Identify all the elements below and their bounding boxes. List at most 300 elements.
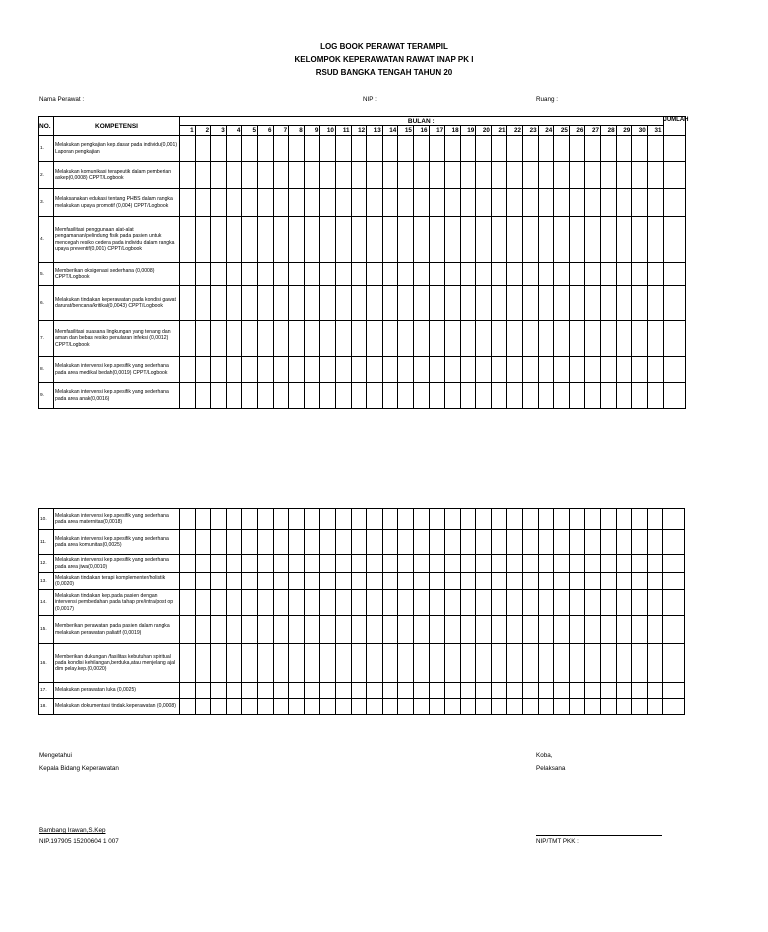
- day-entry-cell[interactable]: [491, 555, 507, 573]
- day-entry-cell[interactable]: [476, 189, 492, 217]
- day-entry-cell[interactable]: [180, 217, 196, 263]
- day-entry-cell[interactable]: [647, 189, 663, 217]
- day-entry-cell[interactable]: [195, 509, 211, 530]
- day-entry-cell[interactable]: [304, 573, 320, 590]
- day-entry-cell[interactable]: [351, 357, 367, 383]
- day-entry-cell[interactable]: [538, 286, 554, 321]
- day-entry-cell[interactable]: [507, 590, 523, 616]
- day-entry-cell[interactable]: [601, 217, 617, 263]
- day-entry-cell[interactable]: [242, 530, 258, 555]
- day-entry-cell[interactable]: [476, 573, 492, 590]
- day-entry-cell[interactable]: [569, 321, 585, 357]
- day-entry-cell[interactable]: [632, 683, 648, 699]
- day-entry-cell[interactable]: [367, 263, 383, 286]
- day-entry-cell[interactable]: [257, 321, 273, 357]
- day-entry-cell[interactable]: [585, 321, 601, 357]
- day-entry-cell[interactable]: [460, 555, 476, 573]
- day-entry-cell[interactable]: [460, 189, 476, 217]
- day-entry-cell[interactable]: [367, 530, 383, 555]
- day-entry-cell[interactable]: [226, 321, 242, 357]
- day-entry-cell[interactable]: [585, 699, 601, 715]
- day-entry-cell[interactable]: [320, 263, 336, 286]
- day-entry-cell[interactable]: [429, 644, 445, 683]
- day-entry-cell[interactable]: [507, 357, 523, 383]
- day-entry-cell[interactable]: [445, 530, 461, 555]
- day-entry-cell[interactable]: [507, 555, 523, 573]
- day-entry-cell[interactable]: [429, 573, 445, 590]
- day-entry-cell[interactable]: [491, 509, 507, 530]
- day-entry-cell[interactable]: [382, 573, 398, 590]
- day-entry-cell[interactable]: [382, 286, 398, 321]
- day-entry-cell[interactable]: [413, 136, 429, 162]
- day-entry-cell[interactable]: [320, 644, 336, 683]
- day-entry-cell[interactable]: [226, 555, 242, 573]
- day-entry-cell[interactable]: [382, 263, 398, 286]
- day-entry-cell[interactable]: [538, 699, 554, 715]
- day-entry-cell[interactable]: [554, 383, 570, 409]
- day-entry-cell[interactable]: [257, 555, 273, 573]
- day-entry-cell[interactable]: [304, 590, 320, 616]
- day-entry-cell[interactable]: [569, 217, 585, 263]
- day-entry-cell[interactable]: [304, 189, 320, 217]
- day-entry-cell[interactable]: [320, 699, 336, 715]
- day-entry-cell[interactable]: [585, 217, 601, 263]
- day-entry-cell[interactable]: [429, 509, 445, 530]
- day-entry-cell[interactable]: [476, 162, 492, 189]
- day-entry-cell[interactable]: [320, 383, 336, 409]
- day-entry-cell[interactable]: [398, 590, 414, 616]
- day-entry-cell[interactable]: [242, 644, 258, 683]
- day-entry-cell[interactable]: [476, 683, 492, 699]
- day-entry-cell[interactable]: [257, 383, 273, 409]
- day-entry-cell[interactable]: [289, 263, 305, 286]
- day-entry-cell[interactable]: [647, 263, 663, 286]
- day-entry-cell[interactable]: [273, 383, 289, 409]
- day-entry-cell[interactable]: [226, 530, 242, 555]
- day-entry-cell[interactable]: [429, 530, 445, 555]
- day-entry-cell[interactable]: [257, 286, 273, 321]
- day-entry-cell[interactable]: [335, 683, 351, 699]
- day-entry-cell[interactable]: [647, 162, 663, 189]
- day-entry-cell[interactable]: [554, 530, 570, 555]
- day-entry-cell[interactable]: [367, 683, 383, 699]
- day-entry-cell[interactable]: [523, 573, 539, 590]
- day-entry-cell[interactable]: [538, 644, 554, 683]
- day-entry-cell[interactable]: [523, 683, 539, 699]
- day-entry-cell[interactable]: [476, 286, 492, 321]
- day-entry-cell[interactable]: [382, 530, 398, 555]
- day-entry-cell[interactable]: [554, 555, 570, 573]
- day-entry-cell[interactable]: [507, 162, 523, 189]
- jumlah-cell[interactable]: [663, 509, 685, 530]
- day-entry-cell[interactable]: [429, 136, 445, 162]
- day-entry-cell[interactable]: [507, 189, 523, 217]
- day-entry-cell[interactable]: [413, 683, 429, 699]
- day-entry-cell[interactable]: [632, 321, 648, 357]
- day-entry-cell[interactable]: [335, 321, 351, 357]
- day-entry-cell[interactable]: [616, 263, 632, 286]
- day-entry-cell[interactable]: [601, 616, 617, 644]
- day-entry-cell[interactable]: [554, 683, 570, 699]
- day-entry-cell[interactable]: [429, 699, 445, 715]
- day-entry-cell[interactable]: [351, 286, 367, 321]
- day-entry-cell[interactable]: [211, 555, 227, 573]
- day-entry-cell[interactable]: [320, 189, 336, 217]
- day-entry-cell[interactable]: [289, 530, 305, 555]
- day-entry-cell[interactable]: [351, 509, 367, 530]
- day-entry-cell[interactable]: [289, 357, 305, 383]
- day-entry-cell[interactable]: [523, 590, 539, 616]
- day-entry-cell[interactable]: [242, 357, 258, 383]
- day-entry-cell[interactable]: [429, 555, 445, 573]
- day-entry-cell[interactable]: [226, 189, 242, 217]
- day-entry-cell[interactable]: [554, 162, 570, 189]
- day-entry-cell[interactable]: [507, 644, 523, 683]
- day-entry-cell[interactable]: [647, 509, 663, 530]
- day-entry-cell[interactable]: [554, 136, 570, 162]
- day-entry-cell[interactable]: [647, 530, 663, 555]
- jumlah-cell[interactable]: [663, 573, 685, 590]
- jumlah-cell[interactable]: [663, 530, 685, 555]
- day-entry-cell[interactable]: [211, 286, 227, 321]
- day-entry-cell[interactable]: [211, 263, 227, 286]
- day-entry-cell[interactable]: [569, 357, 585, 383]
- day-entry-cell[interactable]: [320, 683, 336, 699]
- day-entry-cell[interactable]: [211, 136, 227, 162]
- jumlah-cell[interactable]: [663, 644, 685, 683]
- day-entry-cell[interactable]: [398, 683, 414, 699]
- jumlah-cell[interactable]: [663, 616, 685, 644]
- day-entry-cell[interactable]: [491, 616, 507, 644]
- day-entry-cell[interactable]: [647, 383, 663, 409]
- day-entry-cell[interactable]: [445, 616, 461, 644]
- day-entry-cell[interactable]: [367, 286, 383, 321]
- day-entry-cell[interactable]: [226, 644, 242, 683]
- day-entry-cell[interactable]: [304, 357, 320, 383]
- day-entry-cell[interactable]: [398, 217, 414, 263]
- day-entry-cell[interactable]: [226, 162, 242, 189]
- day-entry-cell[interactable]: [382, 321, 398, 357]
- day-entry-cell[interactable]: [632, 136, 648, 162]
- day-entry-cell[interactable]: [289, 162, 305, 189]
- day-entry-cell[interactable]: [632, 616, 648, 644]
- day-entry-cell[interactable]: [195, 217, 211, 263]
- day-entry-cell[interactable]: [273, 136, 289, 162]
- day-entry-cell[interactable]: [304, 509, 320, 530]
- day-entry-cell[interactable]: [398, 699, 414, 715]
- day-entry-cell[interactable]: [211, 217, 227, 263]
- day-entry-cell[interactable]: [429, 321, 445, 357]
- jumlah-cell[interactable]: [663, 286, 685, 321]
- jumlah-cell[interactable]: [663, 683, 685, 699]
- day-entry-cell[interactable]: [398, 573, 414, 590]
- day-entry-cell[interactable]: [569, 616, 585, 644]
- day-entry-cell[interactable]: [273, 189, 289, 217]
- day-entry-cell[interactable]: [289, 321, 305, 357]
- day-entry-cell[interactable]: [180, 530, 196, 555]
- day-entry-cell[interactable]: [491, 590, 507, 616]
- day-entry-cell[interactable]: [257, 263, 273, 286]
- day-entry-cell[interactable]: [304, 383, 320, 409]
- day-entry-cell[interactable]: [273, 286, 289, 321]
- day-entry-cell[interactable]: [304, 162, 320, 189]
- day-entry-cell[interactable]: [460, 286, 476, 321]
- day-entry-cell[interactable]: [413, 616, 429, 644]
- day-entry-cell[interactable]: [632, 263, 648, 286]
- day-entry-cell[interactable]: [538, 590, 554, 616]
- day-entry-cell[interactable]: [367, 509, 383, 530]
- day-entry-cell[interactable]: [382, 699, 398, 715]
- day-entry-cell[interactable]: [616, 383, 632, 409]
- day-entry-cell[interactable]: [476, 644, 492, 683]
- day-entry-cell[interactable]: [242, 286, 258, 321]
- day-entry-cell[interactable]: [304, 616, 320, 644]
- day-entry-cell[interactable]: [180, 644, 196, 683]
- day-entry-cell[interactable]: [226, 683, 242, 699]
- day-entry-cell[interactable]: [273, 357, 289, 383]
- day-entry-cell[interactable]: [585, 509, 601, 530]
- day-entry-cell[interactable]: [195, 590, 211, 616]
- day-entry-cell[interactable]: [242, 590, 258, 616]
- day-entry-cell[interactable]: [242, 136, 258, 162]
- day-entry-cell[interactable]: [226, 590, 242, 616]
- day-entry-cell[interactable]: [585, 573, 601, 590]
- day-entry-cell[interactable]: [491, 286, 507, 321]
- day-entry-cell[interactable]: [398, 162, 414, 189]
- day-entry-cell[interactable]: [367, 136, 383, 162]
- jumlah-cell[interactable]: [663, 590, 685, 616]
- day-entry-cell[interactable]: [429, 590, 445, 616]
- day-entry-cell[interactable]: [632, 162, 648, 189]
- day-entry-cell[interactable]: [538, 530, 554, 555]
- day-entry-cell[interactable]: [413, 321, 429, 357]
- day-entry-cell[interactable]: [226, 217, 242, 263]
- day-entry-cell[interactable]: [601, 509, 617, 530]
- day-entry-cell[interactable]: [647, 555, 663, 573]
- day-entry-cell[interactable]: [491, 683, 507, 699]
- day-entry-cell[interactable]: [367, 357, 383, 383]
- day-entry-cell[interactable]: [413, 162, 429, 189]
- day-entry-cell[interactable]: [616, 616, 632, 644]
- day-entry-cell[interactable]: [507, 286, 523, 321]
- day-entry-cell[interactable]: [211, 573, 227, 590]
- day-entry-cell[interactable]: [616, 683, 632, 699]
- day-entry-cell[interactable]: [320, 286, 336, 321]
- day-entry-cell[interactable]: [523, 644, 539, 683]
- day-entry-cell[interactable]: [554, 263, 570, 286]
- day-entry-cell[interactable]: [616, 162, 632, 189]
- day-entry-cell[interactable]: [616, 286, 632, 321]
- day-entry-cell[interactable]: [335, 189, 351, 217]
- day-entry-cell[interactable]: [601, 286, 617, 321]
- day-entry-cell[interactable]: [398, 321, 414, 357]
- day-entry-cell[interactable]: [554, 509, 570, 530]
- day-entry-cell[interactable]: [632, 644, 648, 683]
- day-entry-cell[interactable]: [460, 162, 476, 189]
- day-entry-cell[interactable]: [632, 383, 648, 409]
- day-entry-cell[interactable]: [335, 644, 351, 683]
- day-entry-cell[interactable]: [445, 573, 461, 590]
- day-entry-cell[interactable]: [195, 573, 211, 590]
- day-entry-cell[interactable]: [398, 555, 414, 573]
- day-entry-cell[interactable]: [226, 573, 242, 590]
- day-entry-cell[interactable]: [538, 357, 554, 383]
- day-entry-cell[interactable]: [585, 616, 601, 644]
- day-entry-cell[interactable]: [195, 286, 211, 321]
- day-entry-cell[interactable]: [351, 555, 367, 573]
- day-entry-cell[interactable]: [398, 509, 414, 530]
- day-entry-cell[interactable]: [601, 263, 617, 286]
- day-entry-cell[interactable]: [616, 573, 632, 590]
- day-entry-cell[interactable]: [195, 162, 211, 189]
- day-entry-cell[interactable]: [289, 189, 305, 217]
- day-entry-cell[interactable]: [195, 530, 211, 555]
- day-entry-cell[interactable]: [289, 616, 305, 644]
- day-entry-cell[interactable]: [211, 644, 227, 683]
- day-entry-cell[interactable]: [242, 683, 258, 699]
- day-entry-cell[interactable]: [601, 162, 617, 189]
- day-entry-cell[interactable]: [491, 383, 507, 409]
- day-entry-cell[interactable]: [616, 136, 632, 162]
- day-entry-cell[interactable]: [211, 699, 227, 715]
- day-entry-cell[interactable]: [226, 286, 242, 321]
- day-entry-cell[interactable]: [273, 555, 289, 573]
- day-entry-cell[interactable]: [398, 383, 414, 409]
- day-entry-cell[interactable]: [647, 321, 663, 357]
- day-entry-cell[interactable]: [180, 189, 196, 217]
- day-entry-cell[interactable]: [413, 530, 429, 555]
- day-entry-cell[interactable]: [367, 590, 383, 616]
- day-entry-cell[interactable]: [507, 321, 523, 357]
- day-entry-cell[interactable]: [257, 162, 273, 189]
- jumlah-cell[interactable]: [663, 321, 685, 357]
- day-entry-cell[interactable]: [242, 509, 258, 530]
- day-entry-cell[interactable]: [351, 530, 367, 555]
- day-entry-cell[interactable]: [382, 644, 398, 683]
- day-entry-cell[interactable]: [226, 263, 242, 286]
- day-entry-cell[interactable]: [335, 286, 351, 321]
- jumlah-cell[interactable]: [663, 383, 685, 409]
- day-entry-cell[interactable]: [273, 573, 289, 590]
- day-entry-cell[interactable]: [538, 162, 554, 189]
- day-entry-cell[interactable]: [554, 217, 570, 263]
- day-entry-cell[interactable]: [460, 263, 476, 286]
- day-entry-cell[interactable]: [429, 263, 445, 286]
- day-entry-cell[interactable]: [304, 217, 320, 263]
- day-entry-cell[interactable]: [647, 699, 663, 715]
- day-entry-cell[interactable]: [335, 530, 351, 555]
- day-entry-cell[interactable]: [257, 683, 273, 699]
- day-entry-cell[interactable]: [632, 699, 648, 715]
- day-entry-cell[interactable]: [242, 699, 258, 715]
- day-entry-cell[interactable]: [257, 217, 273, 263]
- day-entry-cell[interactable]: [523, 383, 539, 409]
- day-entry-cell[interactable]: [242, 189, 258, 217]
- day-entry-cell[interactable]: [335, 136, 351, 162]
- day-entry-cell[interactable]: [257, 509, 273, 530]
- day-entry-cell[interactable]: [382, 357, 398, 383]
- day-entry-cell[interactable]: [398, 357, 414, 383]
- day-entry-cell[interactable]: [616, 321, 632, 357]
- day-entry-cell[interactable]: [476, 263, 492, 286]
- day-entry-cell[interactable]: [289, 590, 305, 616]
- day-entry-cell[interactable]: [554, 573, 570, 590]
- day-entry-cell[interactable]: [445, 357, 461, 383]
- day-entry-cell[interactable]: [226, 136, 242, 162]
- day-entry-cell[interactable]: [195, 683, 211, 699]
- day-entry-cell[interactable]: [538, 217, 554, 263]
- day-entry-cell[interactable]: [476, 357, 492, 383]
- day-entry-cell[interactable]: [476, 590, 492, 616]
- day-entry-cell[interactable]: [320, 616, 336, 644]
- day-entry-cell[interactable]: [413, 644, 429, 683]
- day-entry-cell[interactable]: [211, 616, 227, 644]
- day-entry-cell[interactable]: [180, 509, 196, 530]
- day-entry-cell[interactable]: [554, 590, 570, 616]
- day-entry-cell[interactable]: [257, 699, 273, 715]
- day-entry-cell[interactable]: [507, 616, 523, 644]
- day-entry-cell[interactable]: [585, 644, 601, 683]
- day-entry-cell[interactable]: [320, 530, 336, 555]
- day-entry-cell[interactable]: [445, 321, 461, 357]
- day-entry-cell[interactable]: [289, 509, 305, 530]
- day-entry-cell[interactable]: [585, 162, 601, 189]
- day-entry-cell[interactable]: [351, 644, 367, 683]
- day-entry-cell[interactable]: [616, 555, 632, 573]
- day-entry-cell[interactable]: [460, 683, 476, 699]
- day-entry-cell[interactable]: [632, 189, 648, 217]
- day-entry-cell[interactable]: [335, 357, 351, 383]
- day-entry-cell[interactable]: [491, 530, 507, 555]
- day-entry-cell[interactable]: [226, 357, 242, 383]
- day-entry-cell[interactable]: [523, 321, 539, 357]
- day-entry-cell[interactable]: [351, 189, 367, 217]
- day-entry-cell[interactable]: [429, 162, 445, 189]
- day-entry-cell[interactable]: [538, 509, 554, 530]
- day-entry-cell[interactable]: [476, 383, 492, 409]
- day-entry-cell[interactable]: [460, 699, 476, 715]
- day-entry-cell[interactable]: [523, 530, 539, 555]
- day-entry-cell[interactable]: [460, 383, 476, 409]
- day-entry-cell[interactable]: [523, 699, 539, 715]
- jumlah-cell[interactable]: [663, 555, 685, 573]
- jumlah-cell[interactable]: [663, 136, 685, 162]
- day-entry-cell[interactable]: [507, 509, 523, 530]
- day-entry-cell[interactable]: [257, 644, 273, 683]
- day-entry-cell[interactable]: [382, 590, 398, 616]
- day-entry-cell[interactable]: [320, 162, 336, 189]
- day-entry-cell[interactable]: [601, 357, 617, 383]
- day-entry-cell[interactable]: [320, 357, 336, 383]
- day-entry-cell[interactable]: [382, 509, 398, 530]
- day-entry-cell[interactable]: [445, 699, 461, 715]
- day-entry-cell[interactable]: [211, 590, 227, 616]
- day-entry-cell[interactable]: [445, 286, 461, 321]
- day-entry-cell[interactable]: [445, 555, 461, 573]
- day-entry-cell[interactable]: [304, 263, 320, 286]
- day-entry-cell[interactable]: [351, 321, 367, 357]
- day-entry-cell[interactable]: [616, 217, 632, 263]
- day-entry-cell[interactable]: [476, 530, 492, 555]
- day-entry-cell[interactable]: [335, 263, 351, 286]
- day-entry-cell[interactable]: [273, 321, 289, 357]
- day-entry-cell[interactable]: [335, 573, 351, 590]
- day-entry-cell[interactable]: [585, 383, 601, 409]
- day-entry-cell[interactable]: [180, 573, 196, 590]
- day-entry-cell[interactable]: [195, 699, 211, 715]
- day-entry-cell[interactable]: [335, 383, 351, 409]
- day-entry-cell[interactable]: [523, 357, 539, 383]
